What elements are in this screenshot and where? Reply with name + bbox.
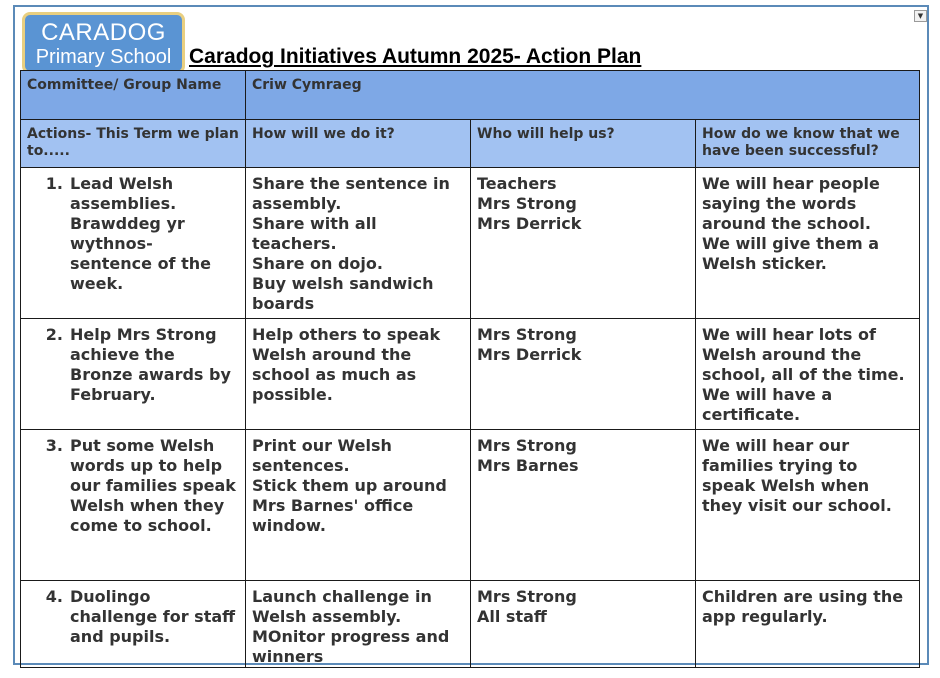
who-line: Mrs Derrick [477,214,582,233]
who-line: Mrs Strong [477,325,577,344]
action-text: Put some Welsh words up to help our families speak Welsh when they come to school. [70,436,236,535]
column-header-actions: Actions- This Term we plan to..... [21,120,246,168]
action-cell [21,168,246,319]
who-cell [471,168,696,319]
action-text: Duolingo challenge for staff and pupils. [70,587,236,646]
action-cell [21,581,246,668]
action-plan-table [20,70,920,668]
success-line: We will hear lots of Welsh around the school, all of the time. We will have a certificate. [702,325,905,424]
how-line: Help others to speak Welsh around the school as much as possible. [252,325,441,404]
how-line: Share the sentence in assembly. [252,174,450,213]
action-text: Lead Welsh assemblies. Brawddeg yr wythnos- sentence of the week. [70,174,211,293]
who-line: Mrs Strong [477,587,577,606]
who-cell [471,319,696,430]
success-cell [696,581,920,668]
group-name-label: Committee/ Group Name [21,71,246,120]
who-line: Mrs Strong [477,436,577,455]
column-header-who: Who will help us? [471,120,696,168]
who-line: Mrs Strong [477,194,577,213]
how-line: Buy welsh sandwich boards [252,274,434,313]
dropdown-arrow-icon[interactable]: ▼ [914,10,927,22]
success-cell [696,319,920,430]
how-line: Stick them up around Mrs Barnes' office window. [252,476,447,535]
column-header-row [21,120,920,168]
success-line: Children are using the app regularly. [702,587,904,626]
who-cell [471,430,696,581]
action-cell [21,319,246,430]
action-number: 4. [45,587,63,606]
action-number: 3. [45,436,63,455]
who-cell [471,581,696,668]
action-cell [21,430,246,581]
group-header-row [21,71,920,120]
logo-school-name: CARADOG [41,19,166,46]
who-line: Teachers [477,174,557,193]
action-number: 2. [45,325,63,344]
table-row [21,430,920,581]
table-row [21,581,920,668]
success-cell [696,430,920,581]
action-number: 1. [45,174,63,193]
how-line: Print our Welsh sentences. [252,436,392,475]
page-title: Caradog Initiatives Autumn 2025- Action Plan [189,45,642,68]
success-cell [696,168,920,319]
table-row [21,168,920,319]
who-line: All staff [477,607,547,626]
success-line: We will hear people saying the words around the school. [702,174,880,233]
success-line: We will hear our families trying to speak Welsh when they visit our school. [702,436,892,515]
success-line: We will give them a Welsh sticker. [702,234,880,273]
how-line: Launch challenge in Welsh assembly. MOnitor progress and winners [252,587,450,666]
how-cell [246,319,471,430]
logo-school-type: Primary School [35,46,172,68]
how-cell [246,430,471,581]
column-header-how: How will we do it? [246,120,471,168]
who-line: Mrs Barnes [477,456,579,475]
how-line: Share on dojo. [252,254,383,273]
how-line: Share with all teachers. [252,214,377,253]
how-cell [246,168,471,319]
action-text: Help Mrs Strong achieve the Bronze awards by February. [70,325,231,404]
school-logo [22,12,185,74]
how-cell [246,581,471,668]
table-row [21,319,920,430]
group-name-value: Criw Cymraeg [246,71,920,120]
column-header-success: How do we know that we have been successful? [696,120,920,168]
who-line: Mrs Derrick [477,345,582,364]
